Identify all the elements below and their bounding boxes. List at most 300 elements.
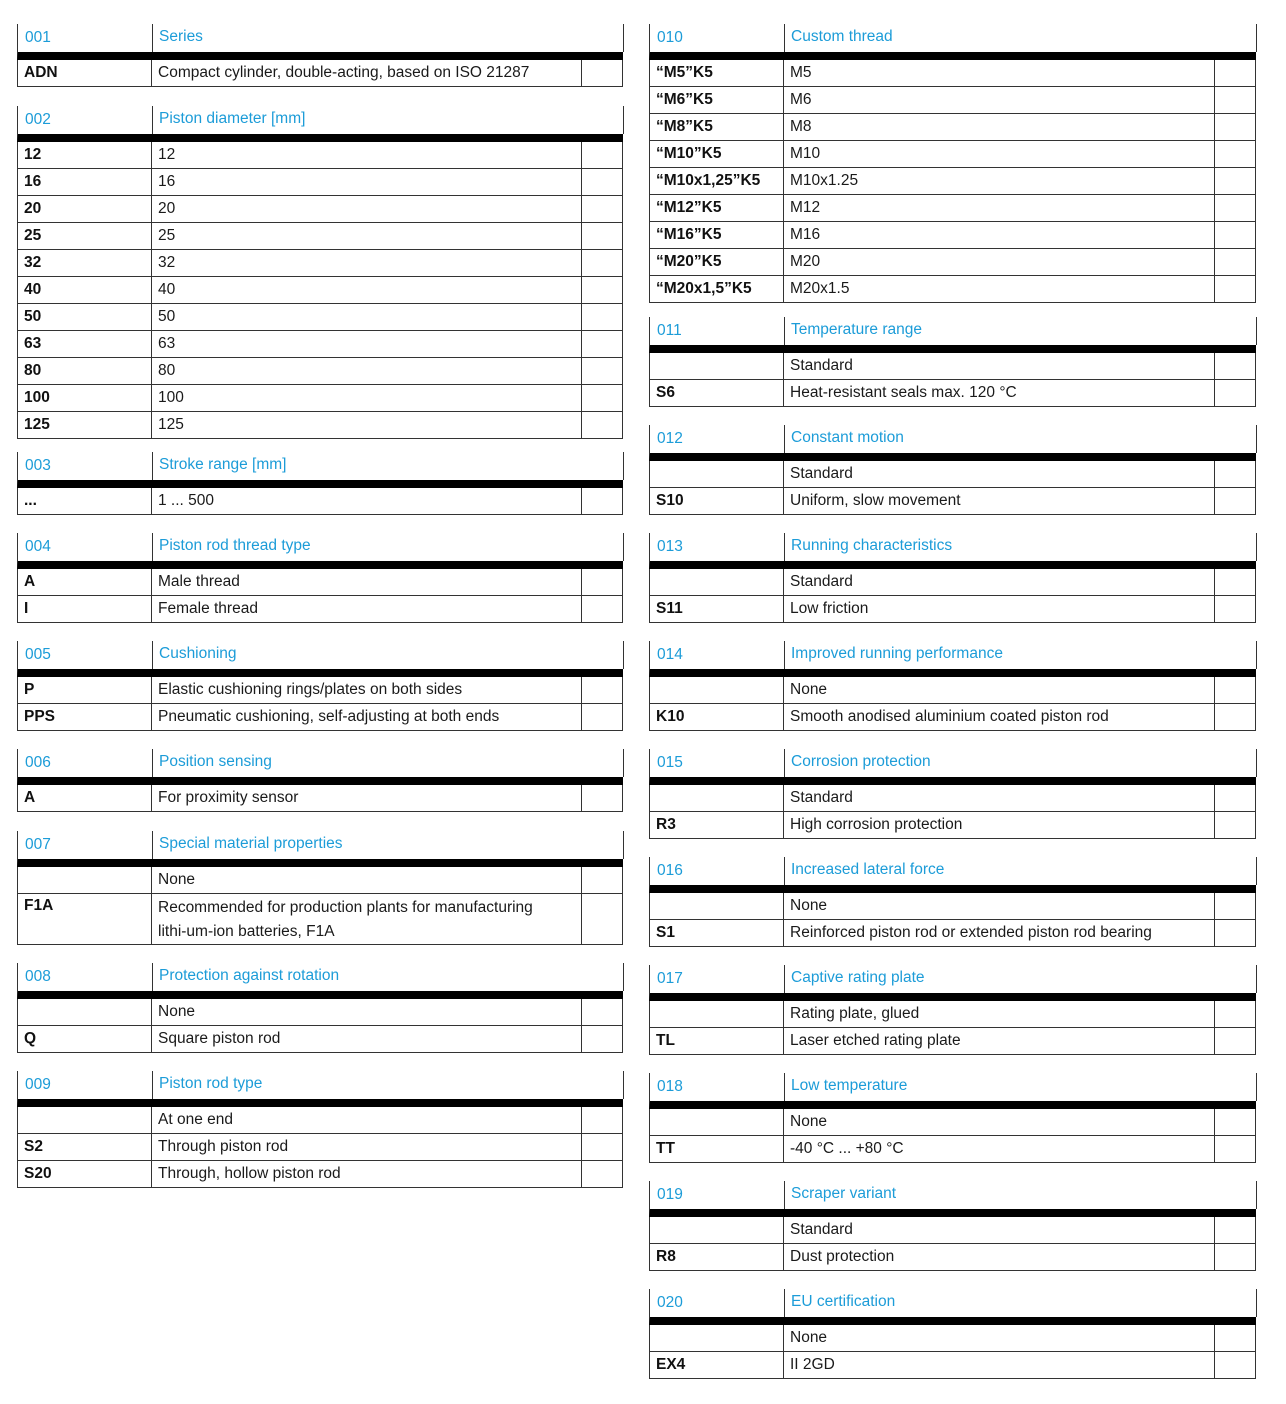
selection-checkbox[interactable] bbox=[581, 223, 622, 249]
selection-checkbox[interactable] bbox=[581, 1161, 622, 1187]
option-title: Captive rating plate bbox=[784, 965, 1256, 993]
selection-checkbox[interactable] bbox=[1214, 380, 1255, 406]
selection-checkbox[interactable] bbox=[1214, 249, 1255, 275]
selection-checkbox[interactable] bbox=[581, 677, 622, 703]
selection-checkbox[interactable] bbox=[1214, 222, 1255, 248]
table-row bbox=[17, 867, 623, 894]
selection-checkbox[interactable] bbox=[1214, 1325, 1255, 1351]
option-006 bbox=[17, 749, 623, 812]
option-code: “M6”K5 bbox=[656, 91, 713, 108]
option-description: 80 bbox=[151, 358, 581, 384]
option-code: R3 bbox=[656, 816, 676, 833]
option-title: Scraper variant bbox=[784, 1181, 1256, 1209]
option-code: “M8”K5 bbox=[656, 118, 713, 135]
selection-checkbox[interactable] bbox=[581, 704, 622, 730]
option-code bbox=[18, 1107, 151, 1133]
selection-checkbox[interactable] bbox=[1214, 168, 1255, 194]
table-row bbox=[649, 461, 1256, 488]
selection-checkbox[interactable] bbox=[581, 250, 622, 276]
option-title: Protection against rotation bbox=[152, 963, 623, 991]
option-017 bbox=[649, 965, 1256, 1055]
option-code bbox=[650, 1325, 783, 1351]
selection-checkbox[interactable] bbox=[1214, 812, 1255, 838]
option-header bbox=[649, 1073, 1256, 1109]
selection-checkbox[interactable] bbox=[581, 867, 622, 893]
option-code: PPS bbox=[24, 708, 56, 725]
option-code: “M16”K5 bbox=[656, 226, 722, 243]
selection-checkbox[interactable] bbox=[1214, 596, 1255, 622]
option-header bbox=[17, 106, 623, 142]
option-001 bbox=[17, 24, 623, 87]
option-description: Low friction bbox=[783, 596, 1214, 622]
option-header bbox=[17, 1071, 623, 1107]
option-number: 002 bbox=[25, 111, 51, 128]
selection-checkbox[interactable] bbox=[1214, 1217, 1255, 1243]
option-number: 001 bbox=[25, 29, 51, 46]
selection-checkbox[interactable] bbox=[1214, 704, 1255, 730]
option-code bbox=[650, 461, 783, 487]
selection-checkbox[interactable] bbox=[1214, 488, 1255, 514]
option-description: 20 bbox=[151, 196, 581, 222]
option-code: “M5”K5 bbox=[656, 64, 713, 81]
option-description: Standard bbox=[783, 461, 1214, 487]
table-row bbox=[649, 249, 1256, 276]
option-description: Pneumatic cushioning, self-adjusting at both ends bbox=[151, 704, 581, 730]
option-008 bbox=[17, 963, 623, 1053]
option-number: 017 bbox=[657, 970, 683, 987]
option-description: 100 bbox=[151, 385, 581, 411]
table-row bbox=[649, 141, 1256, 168]
table-row bbox=[17, 358, 623, 385]
table-row bbox=[17, 169, 623, 196]
table-row bbox=[17, 1161, 623, 1188]
option-code: 50 bbox=[24, 308, 42, 325]
option-description: M20 bbox=[783, 249, 1214, 275]
table-row bbox=[649, 60, 1256, 87]
table-row bbox=[17, 331, 623, 358]
header-edge bbox=[623, 1071, 624, 1099]
option-code: P bbox=[24, 681, 35, 698]
selection-checkbox[interactable] bbox=[581, 385, 622, 411]
table-row bbox=[17, 569, 623, 596]
option-015 bbox=[649, 749, 1256, 839]
option-number: 015 bbox=[657, 754, 683, 771]
table-row bbox=[17, 785, 623, 812]
header-edge bbox=[623, 533, 624, 561]
table-row bbox=[649, 1217, 1256, 1244]
option-code: S11 bbox=[656, 600, 683, 617]
option-code: 63 bbox=[24, 335, 42, 352]
option-number: 013 bbox=[657, 538, 683, 555]
option-header bbox=[17, 749, 623, 785]
option-description: M20x1.5 bbox=[783, 276, 1214, 302]
selection-checkbox[interactable] bbox=[1214, 276, 1255, 302]
option-number: 005 bbox=[25, 646, 51, 663]
selection-checkbox[interactable] bbox=[1214, 141, 1255, 167]
option-014 bbox=[649, 641, 1256, 731]
option-description: High corrosion protection bbox=[783, 812, 1214, 838]
selection-checkbox[interactable] bbox=[1214, 1001, 1255, 1027]
option-title: Custom thread bbox=[784, 24, 1256, 52]
option-code: 125 bbox=[24, 416, 50, 433]
option-description: Dust protection bbox=[783, 1244, 1214, 1270]
option-description: At one end bbox=[151, 1107, 581, 1133]
option-description: None bbox=[151, 867, 581, 893]
option-code: 25 bbox=[24, 227, 42, 244]
selection-checkbox[interactable] bbox=[1214, 195, 1255, 221]
option-code: K10 bbox=[656, 708, 685, 725]
selection-checkbox[interactable] bbox=[1214, 1109, 1255, 1135]
header-edge bbox=[623, 963, 624, 991]
table-row bbox=[649, 195, 1256, 222]
option-code bbox=[650, 1001, 783, 1027]
header-edge bbox=[1256, 857, 1257, 885]
option-code: I bbox=[24, 600, 29, 617]
table-row bbox=[17, 999, 623, 1026]
option-number: 010 bbox=[657, 29, 683, 46]
selection-checkbox[interactable] bbox=[1214, 920, 1255, 946]
selection-checkbox[interactable] bbox=[1214, 461, 1255, 487]
option-header bbox=[17, 963, 623, 999]
header-edge bbox=[1256, 641, 1257, 669]
option-code: S20 bbox=[24, 1165, 52, 1182]
option-number: 019 bbox=[657, 1186, 683, 1203]
option-code: “M10x1,25”K5 bbox=[656, 172, 761, 189]
option-description: Standard bbox=[783, 785, 1214, 811]
selection-checkbox[interactable] bbox=[581, 596, 622, 622]
table-row bbox=[649, 812, 1256, 839]
option-code: A bbox=[24, 789, 36, 806]
table-row bbox=[17, 60, 623, 87]
option-description: None bbox=[783, 1109, 1214, 1135]
option-description: Rating plate, glued bbox=[783, 1001, 1214, 1027]
option-title: Low temperature bbox=[784, 1073, 1256, 1101]
option-018 bbox=[649, 1073, 1256, 1163]
option-code: EX4 bbox=[656, 1356, 686, 1373]
header-edge bbox=[1256, 1289, 1257, 1317]
table-row bbox=[649, 222, 1256, 249]
table-row bbox=[649, 380, 1256, 407]
option-013 bbox=[649, 533, 1256, 623]
option-code: 20 bbox=[24, 200, 42, 217]
selection-checkbox[interactable] bbox=[1214, 87, 1255, 113]
option-code: 32 bbox=[24, 254, 42, 271]
option-code: S6 bbox=[656, 384, 675, 401]
option-code bbox=[18, 999, 151, 1025]
selection-checkbox[interactable] bbox=[581, 412, 622, 438]
option-header bbox=[649, 857, 1256, 893]
header-edge bbox=[1256, 533, 1257, 561]
option-header bbox=[649, 749, 1256, 785]
option-code: ... bbox=[24, 492, 37, 509]
option-004 bbox=[17, 533, 623, 623]
option-code: TT bbox=[656, 1140, 675, 1157]
table-row bbox=[17, 277, 623, 304]
option-title: Running characteristics bbox=[784, 533, 1256, 561]
selection-checkbox[interactable] bbox=[581, 488, 622, 514]
option-description: Recommended for production plants for manufacturing lithi-um-ion batteries, F1A bbox=[151, 894, 581, 944]
option-code: S1 bbox=[656, 924, 675, 941]
selection-checkbox[interactable] bbox=[1214, 1136, 1255, 1162]
option-description: None bbox=[783, 1325, 1214, 1351]
selection-checkbox[interactable] bbox=[581, 1134, 622, 1160]
option-code: F1A bbox=[24, 897, 54, 914]
option-description: M16 bbox=[783, 222, 1214, 248]
option-012 bbox=[649, 425, 1256, 515]
option-description: Reinforced piston rod or extended piston rod bearing bbox=[783, 920, 1214, 946]
option-010 bbox=[649, 24, 1256, 303]
option-016 bbox=[649, 857, 1256, 947]
option-title: Stroke range [mm] bbox=[152, 452, 623, 480]
option-number: 003 bbox=[25, 457, 51, 474]
option-title: Constant motion bbox=[784, 425, 1256, 453]
option-description: 125 bbox=[151, 412, 581, 438]
selection-checkbox[interactable] bbox=[1214, 1028, 1255, 1054]
option-title: Piston diameter [mm] bbox=[152, 106, 623, 134]
table-row bbox=[17, 412, 623, 439]
option-title: Special material properties bbox=[152, 831, 623, 859]
selection-checkbox[interactable] bbox=[1214, 677, 1255, 703]
option-code bbox=[650, 569, 783, 595]
option-header bbox=[17, 831, 623, 867]
option-description: Compact cylinder, double-acting, based on ISO 21287 bbox=[151, 60, 581, 86]
option-description: Through, hollow piston rod bbox=[151, 1161, 581, 1187]
option-number: 007 bbox=[25, 836, 51, 853]
option-number: 018 bbox=[657, 1078, 683, 1095]
option-number: 020 bbox=[657, 1294, 683, 1311]
table-row bbox=[17, 304, 623, 331]
selection-checkbox[interactable] bbox=[581, 1107, 622, 1133]
table-row bbox=[17, 250, 623, 277]
table-row bbox=[649, 1001, 1256, 1028]
option-description: 50 bbox=[151, 304, 581, 330]
table-row bbox=[649, 596, 1256, 623]
option-code: 100 bbox=[24, 389, 50, 406]
option-description: Heat-resistant seals max. 120 °C bbox=[783, 380, 1214, 406]
option-code: Q bbox=[24, 1030, 37, 1047]
option-code bbox=[650, 677, 783, 703]
table-row bbox=[17, 385, 623, 412]
option-header bbox=[17, 641, 623, 677]
option-number: 004 bbox=[25, 538, 51, 555]
option-number: 006 bbox=[25, 754, 51, 771]
selection-checkbox[interactable] bbox=[581, 1026, 622, 1052]
table-row bbox=[17, 196, 623, 223]
option-code: “M20”K5 bbox=[656, 253, 722, 270]
option-code: “M20x1,5”K5 bbox=[656, 280, 752, 297]
header-edge bbox=[1256, 749, 1257, 777]
option-description: 40 bbox=[151, 277, 581, 303]
option-description: None bbox=[151, 999, 581, 1025]
selection-checkbox[interactable] bbox=[581, 999, 622, 1025]
option-number: 012 bbox=[657, 430, 683, 447]
option-code: 16 bbox=[24, 173, 42, 190]
header-edge bbox=[623, 641, 624, 669]
table-row bbox=[17, 677, 623, 704]
option-020 bbox=[649, 1289, 1256, 1379]
option-description: M6 bbox=[783, 87, 1214, 113]
option-description: Standard bbox=[783, 569, 1214, 595]
table-row bbox=[17, 894, 623, 945]
option-title: Cushioning bbox=[152, 641, 623, 669]
table-row bbox=[649, 276, 1256, 303]
header-edge bbox=[623, 24, 624, 52]
option-003 bbox=[17, 452, 623, 515]
header-edge bbox=[623, 452, 624, 480]
table-row bbox=[649, 168, 1256, 195]
option-header bbox=[649, 425, 1256, 461]
selection-checkbox[interactable] bbox=[1214, 785, 1255, 811]
option-description: Standard bbox=[783, 353, 1214, 379]
option-title: Increased lateral force bbox=[784, 857, 1256, 885]
selection-checkbox[interactable] bbox=[581, 785, 622, 811]
option-header bbox=[649, 1289, 1256, 1325]
option-title: Series bbox=[152, 24, 623, 52]
selection-checkbox[interactable] bbox=[581, 60, 622, 86]
selection-checkbox[interactable] bbox=[581, 304, 622, 330]
option-code: “M12”K5 bbox=[656, 199, 722, 216]
option-code: S2 bbox=[24, 1138, 43, 1155]
option-code: TL bbox=[656, 1032, 675, 1049]
table-row bbox=[17, 142, 623, 169]
selection-checkbox[interactable] bbox=[581, 569, 622, 595]
option-header bbox=[17, 452, 623, 488]
option-code: 12 bbox=[24, 146, 42, 163]
option-description: M5 bbox=[783, 60, 1214, 86]
option-code: S10 bbox=[656, 492, 684, 509]
option-description: Standard bbox=[783, 1217, 1214, 1243]
table-row bbox=[649, 569, 1256, 596]
option-header bbox=[649, 641, 1256, 677]
option-header bbox=[649, 1181, 1256, 1217]
option-007 bbox=[17, 831, 623, 945]
header-edge bbox=[1256, 1073, 1257, 1101]
option-code: 40 bbox=[24, 281, 42, 298]
option-description: M12 bbox=[783, 195, 1214, 221]
selection-checkbox[interactable] bbox=[581, 358, 622, 384]
table-row bbox=[649, 114, 1256, 141]
option-description: Through piston rod bbox=[151, 1134, 581, 1160]
table-row bbox=[649, 1325, 1256, 1352]
selection-checkbox[interactable] bbox=[581, 331, 622, 357]
selection-checkbox[interactable] bbox=[1214, 1244, 1255, 1270]
option-header bbox=[17, 24, 623, 60]
selection-checkbox[interactable] bbox=[1214, 893, 1255, 919]
option-code bbox=[650, 353, 783, 379]
option-009 bbox=[17, 1071, 623, 1188]
table-row bbox=[17, 596, 623, 623]
option-header bbox=[649, 317, 1256, 353]
table-row bbox=[649, 1352, 1256, 1379]
selection-checkbox[interactable] bbox=[581, 894, 622, 944]
selection-checkbox[interactable] bbox=[581, 169, 622, 195]
table-row bbox=[649, 87, 1256, 114]
table-row bbox=[649, 1136, 1256, 1163]
option-description: 25 bbox=[151, 223, 581, 249]
option-description: -40 °C ... +80 °C bbox=[783, 1136, 1214, 1162]
option-code bbox=[650, 785, 783, 811]
option-number: 016 bbox=[657, 862, 683, 879]
option-005 bbox=[17, 641, 623, 731]
option-code: 80 bbox=[24, 362, 42, 379]
option-description: Smooth anodised aluminium coated piston rod bbox=[783, 704, 1214, 730]
option-description: None bbox=[783, 893, 1214, 919]
table-row bbox=[649, 677, 1256, 704]
option-code: “M10”K5 bbox=[656, 145, 722, 162]
option-title: Position sensing bbox=[152, 749, 623, 777]
selection-checkbox[interactable] bbox=[1214, 114, 1255, 140]
option-description: For proximity sensor bbox=[151, 785, 581, 811]
table-row bbox=[649, 704, 1256, 731]
selection-checkbox[interactable] bbox=[581, 277, 622, 303]
header-edge bbox=[623, 749, 624, 777]
option-title: Temperature range bbox=[784, 317, 1256, 345]
option-description: 63 bbox=[151, 331, 581, 357]
table-row bbox=[649, 920, 1256, 947]
option-code: ADN bbox=[24, 64, 58, 81]
option-code: R8 bbox=[656, 1248, 676, 1265]
table-row bbox=[649, 785, 1256, 812]
option-header bbox=[649, 965, 1256, 1001]
option-019 bbox=[649, 1181, 1256, 1271]
selection-checkbox[interactable] bbox=[1214, 569, 1255, 595]
table-row bbox=[17, 1026, 623, 1053]
option-description: None bbox=[783, 677, 1214, 703]
option-description: 12 bbox=[151, 142, 581, 168]
table-row bbox=[649, 488, 1256, 515]
option-title: Improved running performance bbox=[784, 641, 1256, 669]
option-title: Piston rod thread type bbox=[152, 533, 623, 561]
selection-checkbox[interactable] bbox=[1214, 60, 1255, 86]
option-002 bbox=[17, 106, 623, 439]
option-title: Piston rod type bbox=[152, 1071, 623, 1099]
option-title: Corrosion protection bbox=[784, 749, 1256, 777]
option-description: II 2GD bbox=[783, 1352, 1214, 1378]
table-row bbox=[649, 1244, 1256, 1271]
option-code bbox=[18, 867, 151, 893]
option-title: EU certification bbox=[784, 1289, 1256, 1317]
table-row bbox=[17, 223, 623, 250]
option-number: 008 bbox=[25, 968, 51, 985]
table-row bbox=[649, 893, 1256, 920]
header-edge bbox=[1256, 24, 1257, 52]
option-description: Laser etched rating plate bbox=[783, 1028, 1214, 1054]
table-row bbox=[17, 704, 623, 731]
selection-checkbox[interactable] bbox=[1214, 1352, 1255, 1378]
header-edge bbox=[623, 831, 624, 859]
table-row bbox=[17, 1107, 623, 1134]
option-description: M10 bbox=[783, 141, 1214, 167]
option-011 bbox=[649, 317, 1256, 407]
header-edge bbox=[1256, 425, 1257, 453]
option-code bbox=[650, 893, 783, 919]
option-description: 32 bbox=[151, 250, 581, 276]
option-description: 1 ... 500 bbox=[151, 488, 581, 514]
option-description: Square piston rod bbox=[151, 1026, 581, 1052]
header-edge bbox=[1256, 317, 1257, 345]
table-row bbox=[17, 1134, 623, 1161]
option-header bbox=[649, 24, 1256, 60]
selection-checkbox[interactable] bbox=[581, 196, 622, 222]
option-number: 011 bbox=[657, 322, 682, 339]
table-row bbox=[17, 488, 623, 515]
option-number: 014 bbox=[657, 646, 683, 663]
option-description: Female thread bbox=[151, 596, 581, 622]
option-header bbox=[649, 533, 1256, 569]
selection-checkbox[interactable] bbox=[581, 142, 622, 168]
header-edge bbox=[1256, 1181, 1257, 1209]
selection-checkbox[interactable] bbox=[1214, 353, 1255, 379]
